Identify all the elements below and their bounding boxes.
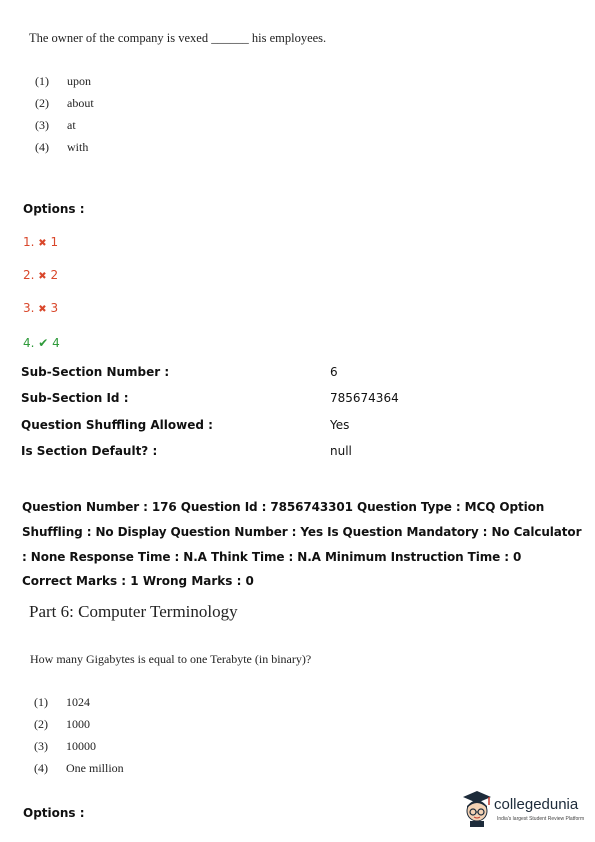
answer-value: 2 <box>50 268 59 282</box>
answer-value: 1 <box>50 235 59 249</box>
answer-prefix: 1. <box>23 235 35 249</box>
part-title: Part 6: Computer Terminology <box>29 602 238 621</box>
option-text: at <box>67 118 76 132</box>
collegedunia-logo <box>460 788 588 828</box>
subsection-id-label: Sub-Section Id : <box>21 391 129 405</box>
check-icon: ✔ <box>38 336 49 350</box>
answer-option-4 <box>23 336 60 350</box>
marks-info: Correct Marks : 1 Wrong Marks : 0 <box>22 574 254 588</box>
option-number: (4) <box>35 140 49 154</box>
option-number: (3) <box>34 739 48 753</box>
mascot-icon <box>460 788 494 828</box>
answer-value: 4 <box>52 336 60 350</box>
option-number: (1) <box>34 695 48 709</box>
option-number: (2) <box>35 96 49 110</box>
question-2-option-1 <box>34 695 90 710</box>
option-number: (3) <box>35 118 49 132</box>
option-text: 1000 <box>66 717 90 731</box>
answer-value: 3 <box>50 301 59 315</box>
option-text: 1024 <box>66 695 90 709</box>
subsection-id-value: 785674364 <box>330 391 399 405</box>
options-heading-2: Options : <box>23 806 85 820</box>
option-number: (1) <box>35 74 49 88</box>
option-text: with <box>67 140 89 154</box>
answer-prefix: 2. <box>23 268 35 282</box>
cross-icon: ✖ <box>38 304 47 315</box>
answer-option-2 <box>23 268 58 282</box>
cross-icon: ✖ <box>38 238 47 249</box>
option-text: One million <box>66 761 124 775</box>
option-number: (2) <box>34 717 48 731</box>
section-default-label: Is Section Default? : <box>21 444 158 458</box>
options-heading: Options : <box>23 202 85 216</box>
question-shuffling-value: Yes <box>330 418 350 432</box>
question-1-option-2 <box>35 96 94 111</box>
question-2-text: How many Gigabytes is equal to one Terabyte (in binary)? <box>30 652 312 666</box>
question-1-option-3 <box>35 118 76 133</box>
option-number: (4) <box>34 761 48 775</box>
subsection-number-label: Sub-Section Number : <box>21 365 170 379</box>
section-default-value: null <box>330 444 352 458</box>
question-1-option-4 <box>35 140 88 155</box>
answer-prefix: 4. <box>23 336 35 350</box>
answer-option-3 <box>23 301 58 315</box>
answer-prefix: 3. <box>23 301 35 315</box>
question-2-option-2 <box>34 717 90 732</box>
question-1-text: The owner of the company is vexed ______ his employees. <box>29 31 327 45</box>
answer-option-1 <box>23 235 58 249</box>
subsection-number-value: 6 <box>330 365 338 379</box>
option-text: about <box>67 96 94 110</box>
cross-icon: ✖ <box>38 271 47 282</box>
question-shuffling-label: Question Shuffling Allowed : <box>21 418 213 432</box>
question-metadata: Question Number : 176 Question Id : 7856743301 Question Type : MCQ Option Shuffling : No Display Question Number : Yes Is Question Mandatory : No Calculator : None Response Time : N.A Think Time : N.A Minimum Instruction Time : 0 <box>22 500 582 564</box>
question-2-option-4 <box>34 761 124 776</box>
option-text: 10000 <box>66 739 96 753</box>
option-text: upon <box>67 74 91 88</box>
logo-wordmark: collegedunia <box>494 796 579 813</box>
logo-tagline: India's largest Student Review Platform <box>497 816 585 822</box>
question-2-option-3 <box>34 739 96 754</box>
question-1-option-1 <box>35 74 91 89</box>
